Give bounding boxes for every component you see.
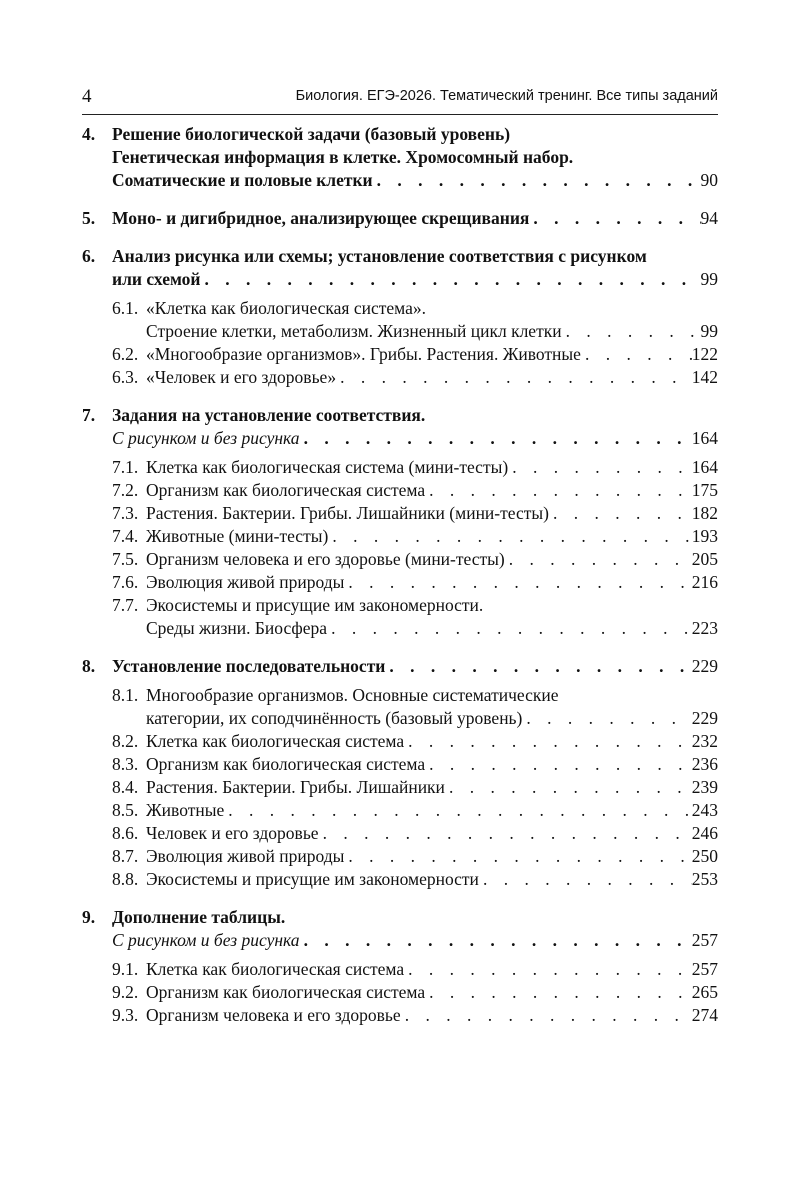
subsection-list	[82, 297, 718, 389]
toc-entry-line	[146, 799, 718, 822]
dot-leader	[529, 207, 700, 230]
dot-leader	[344, 845, 691, 868]
dot-leader	[201, 268, 701, 291]
subsection-title-line: Организм человека и его здоровье (мини-тесты)	[146, 549, 505, 569]
page-ref: 175	[691, 480, 718, 500]
dot-leader	[300, 427, 692, 450]
page-ref: 229	[691, 656, 718, 676]
section-heading	[82, 906, 718, 952]
dot-leader	[404, 730, 692, 753]
section-number: 6.	[82, 246, 96, 266]
page-ref: 239	[691, 777, 718, 797]
page-ref: 142	[691, 367, 718, 387]
page-ref: 232	[691, 731, 718, 751]
toc-entry-line	[146, 502, 718, 525]
section-heading	[82, 123, 718, 192]
toc-entry-line	[146, 730, 718, 753]
section-title-line: Соматические и половые клетки	[112, 170, 373, 190]
subsection-number: 7.1.	[112, 457, 139, 477]
dot-leader	[549, 502, 692, 525]
subsection-title-line: Эволюция живой природы	[146, 846, 345, 866]
section-title-line: Моно- и дигибридное, анализирующее скрещивания	[112, 208, 530, 228]
subsection-number: 8.8.	[112, 869, 139, 889]
toc-entry-line	[112, 207, 718, 230]
toc-subsection	[82, 502, 718, 525]
page-ref: 236	[691, 754, 718, 774]
subsection-title-line: категории, их соподчинённость (базовый уровень)	[146, 708, 523, 728]
page-ref: 257	[691, 959, 718, 979]
page-ref: 265	[691, 982, 718, 1002]
subsection-title-line: «Многообразие организмов». Грибы. Растения. Животные	[146, 344, 581, 364]
dot-leader	[319, 822, 692, 845]
toc-subsection	[82, 548, 718, 571]
dot-leader	[401, 1004, 692, 1027]
page-ref: 274	[691, 1005, 718, 1025]
toc-entry-line	[146, 822, 718, 845]
table-of-contents	[82, 123, 718, 1042]
dot-leader	[224, 799, 692, 822]
toc-subsection	[82, 799, 718, 822]
toc-entry-line	[112, 929, 718, 952]
section-title-line: Установление последовательности	[112, 656, 386, 676]
toc-entry-line	[146, 1004, 718, 1027]
subsection-title-line: Животные	[146, 800, 225, 820]
toc-section	[82, 123, 718, 192]
toc-entry-line	[146, 981, 718, 1004]
subsection-number: 8.3.	[112, 754, 139, 774]
subsection-title-line: Человек и его здоровье	[146, 823, 319, 843]
page-ref: 164	[691, 428, 718, 448]
subsection-title-line: Многообразие организмов. Основные систематические	[146, 685, 559, 705]
toc-subsection	[82, 868, 718, 891]
toc-entry-line	[146, 707, 718, 730]
section-number: 8.	[82, 656, 96, 676]
dot-leader	[425, 479, 692, 502]
section-title-line: Задания на установление соответствия.	[112, 405, 426, 425]
dot-leader	[425, 981, 692, 1004]
page-ref: 253	[691, 869, 718, 889]
section-title-line: или схемой	[112, 269, 201, 289]
section-number: 5.	[82, 208, 96, 228]
subsection-title-line: Строение клетки, метаболизм. Жизненный цикл клетки	[146, 321, 562, 341]
toc-entry-line	[146, 320, 718, 343]
section-number: 7.	[82, 405, 96, 425]
toc-subsection	[82, 822, 718, 845]
subsection-title-line: Животные (мини-тесты)	[146, 526, 329, 546]
toc-subsection	[82, 343, 718, 366]
toc-subsection	[82, 845, 718, 868]
toc-subsection	[82, 753, 718, 776]
toc-entry-line	[146, 548, 718, 571]
dot-leader	[344, 571, 691, 594]
subsection-number: 9.1.	[112, 959, 139, 979]
section-number: 9.	[82, 907, 96, 927]
subsection-title-line: Организм как биологическая система	[146, 480, 426, 500]
toc-entry-line	[146, 571, 718, 594]
toc-entry-line	[146, 525, 718, 548]
subsection-title-line: Клетка как биологическая система	[146, 959, 405, 979]
subsection-number: 7.6.	[112, 572, 139, 592]
page-ref: 250	[691, 846, 718, 866]
section-title-line: Анализ рисунка или схемы; установление соответствия с рисунком	[112, 246, 647, 266]
toc-subsection	[82, 366, 718, 389]
toc-subsection	[82, 479, 718, 502]
toc-entry-line	[112, 169, 718, 192]
section-title-line: Решение биологической задачи (базовый уровень)	[112, 124, 511, 144]
toc-subsection	[82, 571, 718, 594]
toc-section	[82, 906, 718, 1027]
section-heading	[82, 404, 718, 450]
dot-leader	[373, 169, 701, 192]
toc-subsection	[82, 594, 718, 640]
page-ref: 205	[691, 549, 718, 569]
subsection-title-line: Клетка как биологическая система	[146, 731, 405, 751]
dot-leader	[425, 753, 692, 776]
subsection-number: 9.3.	[112, 1005, 139, 1025]
subsection-title-line: Экосистемы и присущие им закономерности	[146, 869, 479, 889]
dot-leader	[522, 707, 691, 730]
subsection-title-line: Организм человека и его здоровье	[146, 1005, 401, 1025]
dot-leader	[328, 525, 691, 548]
toc-entry-line	[146, 479, 718, 502]
subsection-list	[82, 456, 718, 640]
dot-leader	[479, 868, 692, 891]
toc-entry-line	[146, 617, 718, 640]
subsection-number: 6.1.	[112, 298, 139, 318]
subsection-title-line: Среды жизни. Биосфера	[146, 618, 328, 638]
toc-entry-line	[146, 366, 718, 389]
section-title-line: С рисунком и без рисунка	[112, 428, 300, 448]
toc-section	[82, 207, 718, 230]
page-ref: 164	[691, 457, 718, 477]
subsection-number: 8.6.	[112, 823, 139, 843]
section-title-line: Дополнение таблицы.	[112, 907, 286, 927]
page-ref: 99	[700, 269, 718, 289]
subsection-number: 8.5.	[112, 800, 139, 820]
toc-entry-line	[146, 845, 718, 868]
page-ref: 182	[691, 503, 718, 523]
page-ref: 243	[691, 800, 718, 820]
subsection-number: 7.4.	[112, 526, 139, 546]
subsection-number: 7.5.	[112, 549, 139, 569]
toc-entry-line	[146, 456, 718, 479]
page-header	[82, 86, 718, 108]
subsection-number: 9.2.	[112, 982, 139, 1002]
subsection-number: 7.7.	[112, 595, 139, 615]
subsection-number: 6.3.	[112, 367, 139, 387]
subsection-title-line: Клетка как биологическая система (мини-тесты)	[146, 457, 509, 477]
dot-leader	[445, 776, 692, 799]
toc-subsection	[82, 297, 718, 343]
toc-subsection	[82, 1004, 718, 1027]
running-title: Биология. ЕГЭ-2026. Тематический тренинг. Все типы заданий	[295, 88, 718, 104]
subsection-list	[82, 684, 718, 891]
subsection-title-line: «Клетка как биологическая система».	[146, 298, 427, 318]
page-ref: 193	[691, 526, 718, 546]
dot-leader	[327, 617, 692, 640]
section-title-line: Генетическая информация в клетке. Хромосомный набор.	[112, 147, 574, 167]
page-ref: 257	[691, 930, 718, 950]
subsection-number: 7.3.	[112, 503, 139, 523]
section-heading	[82, 655, 718, 678]
page-number: 4	[82, 86, 92, 107]
page-ref: 94	[700, 208, 718, 228]
dot-leader	[336, 366, 692, 389]
subsection-number: 8.4.	[112, 777, 139, 797]
toc-subsection	[82, 456, 718, 479]
subsection-list	[82, 958, 718, 1027]
toc-subsection	[82, 776, 718, 799]
section-heading	[82, 245, 718, 291]
subsection-title-line: Растения. Бактерии. Грибы. Лишайники (мини-тесты)	[146, 503, 549, 523]
section-title-line: С рисунком и без рисунка	[112, 930, 300, 950]
subsection-title-line: Растения. Бактерии. Грибы. Лишайники	[146, 777, 445, 797]
dot-leader	[562, 320, 701, 343]
dot-leader	[505, 548, 692, 571]
toc-subsection	[82, 525, 718, 548]
section-number: 4.	[82, 124, 96, 144]
page-ref: 223	[691, 618, 718, 638]
page-ref: 246	[691, 823, 718, 843]
toc-subsection	[82, 958, 718, 981]
page-ref: 216	[691, 572, 718, 592]
page-ref: 90	[700, 170, 718, 190]
toc-entry-line	[146, 343, 718, 366]
subsection-number: 8.1.	[112, 685, 139, 705]
toc-section	[82, 245, 718, 389]
toc-subsection	[82, 730, 718, 753]
toc-entry-line	[146, 776, 718, 799]
toc-entry-line	[146, 958, 718, 981]
dot-leader	[508, 456, 692, 479]
subsection-title-line: Организм как биологическая система	[146, 982, 426, 1002]
header-divider	[82, 114, 718, 115]
subsection-title-line: Экосистемы и присущие им закономерности.	[146, 595, 484, 615]
dot-leader	[404, 958, 692, 981]
toc-entry-line	[112, 268, 718, 291]
dot-leader	[300, 929, 692, 952]
toc-section	[82, 655, 718, 891]
dot-leader	[385, 655, 691, 678]
toc-entry-line	[146, 753, 718, 776]
subsection-number: 8.7.	[112, 846, 139, 866]
page-ref: 229	[691, 708, 718, 728]
subsection-number: 7.2.	[112, 480, 139, 500]
toc-section	[82, 404, 718, 640]
toc-subsection	[82, 684, 718, 730]
page-ref: 99	[700, 321, 718, 341]
toc-entry-line	[112, 427, 718, 450]
subsection-number: 8.2.	[112, 731, 139, 751]
section-heading	[82, 207, 718, 230]
toc-entry-line	[112, 655, 718, 678]
subsection-title-line: Эволюция живой природы	[146, 572, 345, 592]
subsection-title-line: «Человек и его здоровье»	[146, 367, 337, 387]
subsection-title-line: Организм как биологическая система	[146, 754, 426, 774]
dot-leader	[581, 343, 692, 366]
toc-entry-line	[146, 868, 718, 891]
page-ref: 122	[691, 344, 718, 364]
subsection-number: 6.2.	[112, 344, 139, 364]
toc-subsection	[82, 981, 718, 1004]
